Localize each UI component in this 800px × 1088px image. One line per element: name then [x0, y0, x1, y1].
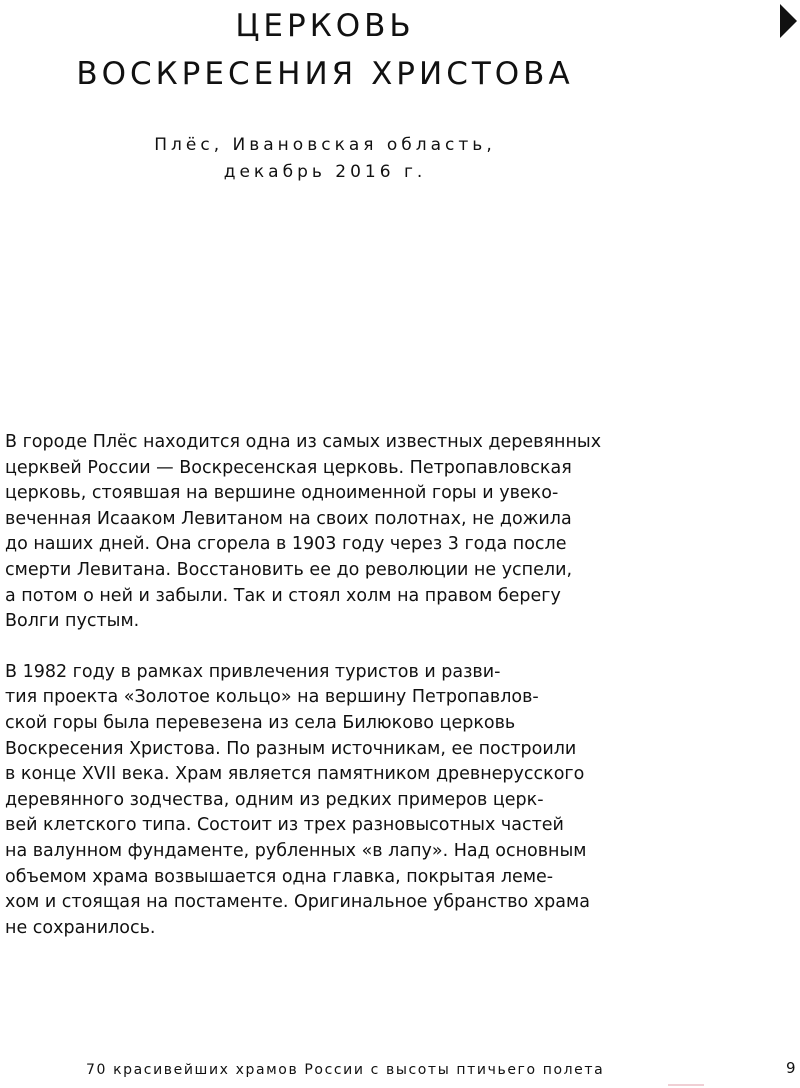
- text-line: на валунном фундаменте, рубленных «в лапу». Над основным: [5, 840, 587, 861]
- text-line: Воскресения Христова. По разным источникам, ее построили: [5, 738, 577, 759]
- chapter-subtitle: [0, 132, 650, 186]
- text-line: объемом храма возвышается одна главка, покрытая леме-: [5, 866, 554, 887]
- text-line: в конце XVII века. Храм является памятником древнерусского: [5, 764, 585, 785]
- text-line: деревянного зодчества, одним из редких примеров церк-: [5, 789, 544, 810]
- text-line: вей клетского типа. Состоит из трех разновысотных частей: [5, 815, 564, 836]
- subtitle-date: декабрь 2016 г.: [223, 162, 427, 182]
- text-line: тия проекта «Золотое кольцо» на вершину Петропавлов-: [5, 687, 539, 708]
- text-line: ской горы была перевезена из села Билюково церковь: [5, 712, 516, 733]
- text-line: В городе Плёс находится одна из самых известных деревянных: [5, 432, 602, 452]
- text-line: веченная Исааком Левитаном на своих полотнах, не дожила: [5, 508, 572, 529]
- text-line: до наших дней. Она сгорела в 1903 году через 3 года после: [5, 534, 567, 555]
- footer-divider: [668, 1084, 704, 1086]
- page-number: 9: [786, 1059, 796, 1077]
- paragraph-2: [5, 660, 665, 942]
- title-line-1: ЦЕРКОВЬ: [235, 8, 415, 44]
- text-line: не сохранилось.: [5, 917, 156, 938]
- title-line-2: ВОСКРЕСЕНИЯ ХРИСТОВА: [76, 56, 574, 92]
- text-line: хом и стоящая на постаменте. Оригинальное убранство храма: [5, 892, 590, 913]
- text-line: Волги пустым.: [5, 611, 140, 632]
- subtitle-location: Плёс, Ивановская область,: [154, 135, 496, 155]
- body-text: [5, 430, 665, 966]
- text-line: а потом о ней и забыли. Так и стоял холм на правом берегу: [5, 585, 561, 606]
- text-line: церквей России — Воскресенская церковь. Петропавловская: [5, 457, 572, 478]
- paragraph-1: [5, 430, 665, 635]
- chapter-title: [0, 2, 650, 98]
- footer-book-title: 70 красивейших храмов России с высоты птичьего полета: [86, 1062, 605, 1078]
- next-page-arrow-icon[interactable]: [780, 4, 797, 38]
- text-line: В 1982 году в рамках привлечения туристов и разви-: [5, 661, 501, 682]
- text-line: церковь, стоявшая на вершине одноименной горы и увеко-: [5, 483, 559, 504]
- text-line: смерти Левитана. Восстановить ее до революции не успели,: [5, 559, 573, 580]
